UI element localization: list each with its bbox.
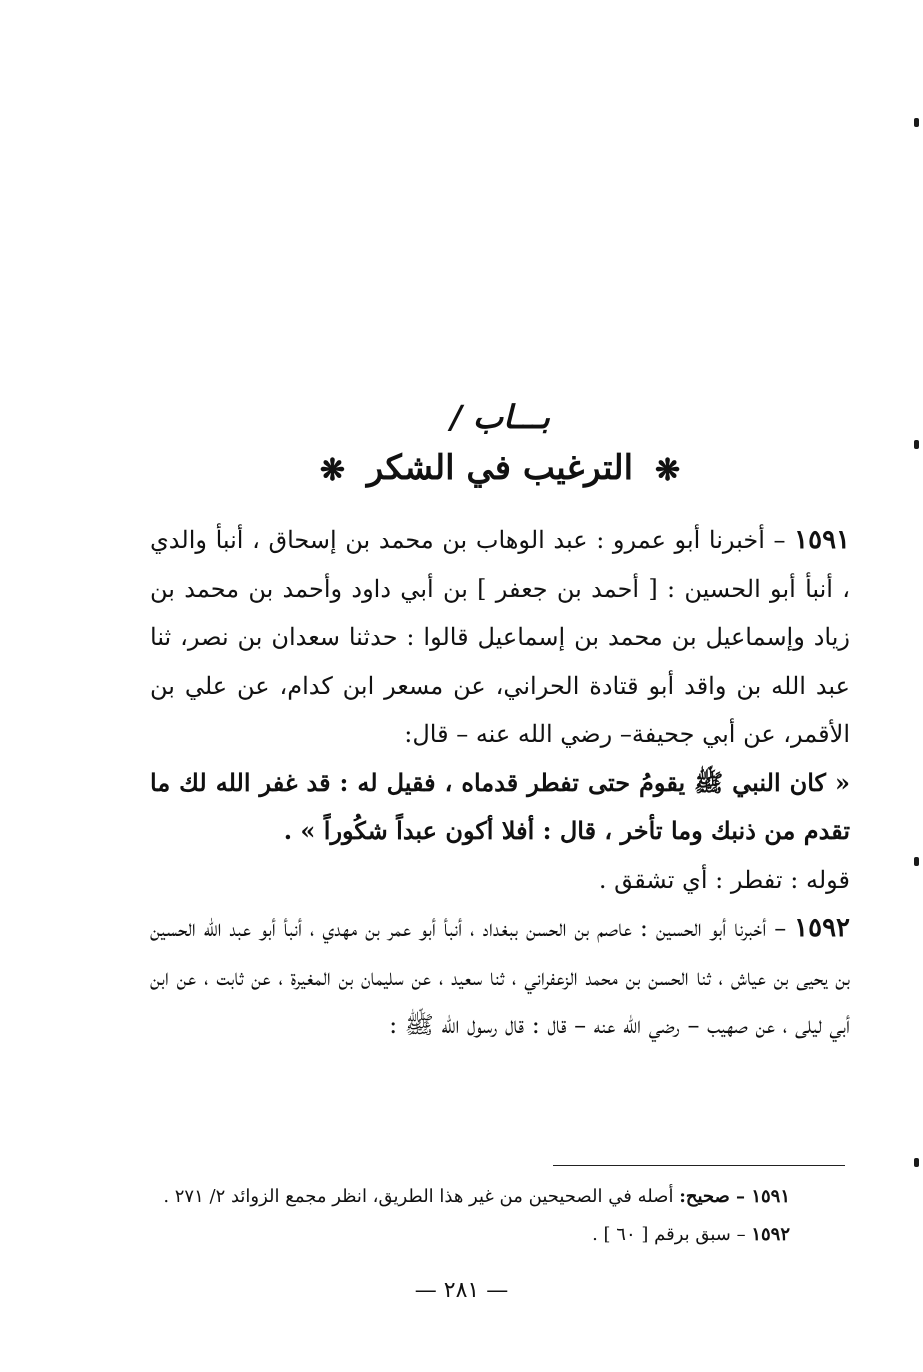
hadith-number: ١٥٩٢ — [794, 913, 850, 943]
hadith-1591-gloss: قوله : تفطر : أي تشقق . — [598, 865, 850, 894]
page-edge-mark — [914, 440, 919, 449]
hadith-number: ١٥٩١ — [794, 525, 850, 555]
footnote-separator — [553, 1165, 845, 1166]
chapter-title-text: الترغيب في الشكر — [366, 448, 634, 488]
chapter-title — [150, 448, 850, 488]
star-ornament-icon: ❋ — [319, 452, 346, 488]
footnote — [100, 1216, 790, 1254]
hadith-1592-isnad — [150, 904, 850, 1050]
footnotes — [100, 1178, 790, 1254]
star-ornament-icon: ❋ — [654, 452, 681, 488]
hadith-1591-isnad — [150, 516, 850, 759]
footnote-text: – سبق برقم [ ٦٠ ] . — [592, 1224, 752, 1245]
page-number: — ٢٨١ — — [414, 1278, 509, 1303]
page-edge-mark — [914, 118, 919, 127]
page-edge-mark — [914, 1158, 919, 1167]
hadith-isnad-text: – أخبرنا أبو الحسين : عاصم بن الحسن ببغداد ، أنبأ أبو عمر بن مهدي ، أنبأ أبو عبد الله الحسين بن يحيى بن عياش ، ثنا الحسن بن محمد الزعفراني ، ثنا سعيد ، عن سليمان بن المغيرة ، عن ثابت ، عن ابن أبي ليلى ، عن صهيب – رضي الله عنه – قال : قال رسول الله ﷺ : — [150, 914, 850, 1039]
footnote-grade: – صحيح: — [679, 1186, 752, 1207]
footnote-text: أصله في الصحيحين من غير هذا الطريق، انظر مجمع الزوائد ٢/ ٢٧١ . — [163, 1186, 680, 1207]
chapter-heading: بـــاب / — [450, 398, 550, 436]
footnote-number: ١٥٩١ — [751, 1186, 790, 1207]
main-text — [150, 516, 850, 1050]
page-edge-mark — [914, 857, 919, 866]
hadith-1591-matn: « كان النبي ﷺ يقومُ حتى تفطر قدماه ، فقيل له : قد غفر الله لك ما تقدم من ذنبك وما تأخر ، قال : أفلا أكون عبداً شكُوراً » . — [150, 767, 850, 845]
hadith-isnad-text: – أخبرنا أبو عمرو : عبد الوهاب بن محمد بن إسحاق ، أنبأ والدي ، أنبأ أبو الحسين : [ أحمد بن جعفر ] بن أبي داود وأحمد بن محمد بن زياد وإسماعيل بن محمد بن إسماعيل قالوا : حدثنا سعدان بن نصر، ثنا عبد الله بن واقد أبو قتادة الحراني، عن مسعر ابن كدام، عن علي بن الأقمر، عن أبي جحيفة– رضي الله عنه – قال: — [150, 526, 850, 748]
footnote-number: ١٥٩٢ — [751, 1224, 790, 1245]
footnote — [100, 1178, 790, 1216]
